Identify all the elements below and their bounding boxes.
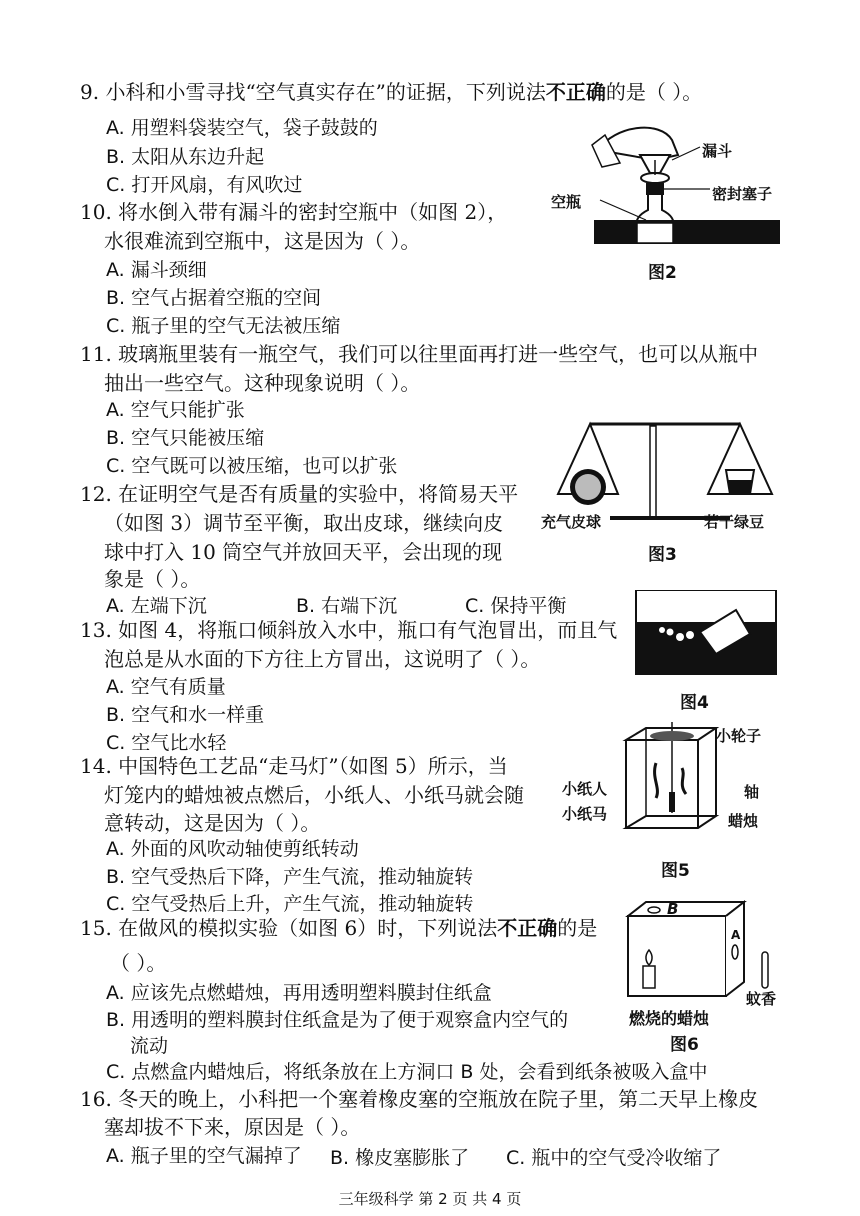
q12-stem-line2: （如图 3）调节至平衡，取出皮球，继续向皮 bbox=[104, 511, 504, 535]
q15-option-b-line2: 流动 bbox=[130, 1035, 169, 1057]
q15-stem bbox=[80, 914, 597, 942]
q16-stem-line2: 塞却拔不下来，原因是（ ）。 bbox=[104, 1115, 361, 1139]
q15-option-c: C. 点燃盒内蜡烛后，将纸条放在上方洞口 B 处，会看到纸条被吸入盒中 bbox=[106, 1061, 708, 1083]
q15-text: 15. 在做风的模拟实验（如图 6）时，下列说法 bbox=[80, 916, 498, 940]
q12-stem-line1: 12. 在证明空气是否有质量的实验中，将简易天平 bbox=[80, 482, 519, 506]
q15-stem-line2: （ ）。 bbox=[110, 951, 167, 975]
q15-text-end: 的是 bbox=[557, 916, 598, 940]
q10-option-c: C. 瓶子里的空气无法被压缩 bbox=[106, 315, 341, 337]
figure-3-caption: 图3 bbox=[648, 545, 677, 565]
figure-4-bottle-in-water bbox=[632, 590, 782, 680]
q13-stem-line2: 泡总是从水面的下方往上方冒出，这说明了（ ）。 bbox=[104, 647, 541, 671]
figure-2-label-funnel: 漏斗 bbox=[702, 142, 733, 160]
figure-2-label-stopper: 密封塞子 bbox=[712, 185, 773, 203]
q9-stem bbox=[80, 78, 702, 106]
q14-stem-line1: 14. 中国特色工艺品“走马灯”（如图 5）所示，当 bbox=[80, 754, 508, 778]
q13-option-a: A. 空气有质量 bbox=[106, 676, 226, 698]
q14-option-c: C. 空气受热后上升，产生气流，推动轴旋转 bbox=[106, 893, 474, 915]
q15-emphasis: 不正确 bbox=[497, 916, 558, 940]
q12-option-b: B. 右端下沉 bbox=[296, 595, 398, 617]
q9-text-end: 的是（ ）。 bbox=[605, 80, 703, 104]
figure-5-label-person: 小纸人 bbox=[562, 780, 608, 798]
figure-5-caption: 图5 bbox=[661, 861, 690, 881]
q11-stem-line1: 11. 玻璃瓶里装有一瓶空气，我们可以往里面再打进一些空气，也可以从瓶中 bbox=[80, 342, 759, 366]
figure-3-label-ball: 充气皮球 bbox=[541, 513, 602, 531]
figure-2-caption: 图2 bbox=[648, 263, 677, 283]
figure-3-label-beans: 若干绿豆 bbox=[704, 513, 765, 531]
figure-6-caption: 图6 bbox=[670, 1035, 699, 1055]
q10-option-a: A. 漏斗颈细 bbox=[106, 259, 207, 281]
figure-2-label-bottle: 空瓶 bbox=[551, 193, 582, 211]
q11-option-b: B. 空气只能被压缩 bbox=[106, 427, 265, 449]
q11-option-a: A. 空气只能扩张 bbox=[106, 399, 245, 421]
q14-option-a: A. 外面的风吹动轴使剪纸转动 bbox=[106, 838, 359, 860]
q13-option-c: C. 空气比水轻 bbox=[106, 732, 227, 754]
figure-5-label-candle: 蜡烛 bbox=[728, 812, 759, 830]
figure-5-label-horse: 小纸马 bbox=[562, 805, 608, 823]
q10-stem-line2: 水很难流到空瓶中，这是因为（ ）。 bbox=[104, 229, 421, 253]
q16-option-b: B. 橡皮塞膨胀了 bbox=[330, 1147, 470, 1169]
q9-option-b: B. 太阳从东边升起 bbox=[106, 146, 265, 168]
q12-stem-line4: 象是（ ）。 bbox=[104, 567, 201, 591]
q13-option-b: B. 空气和水一样重 bbox=[106, 704, 265, 726]
q12-option-a: A. 左端下沉 bbox=[106, 595, 207, 617]
q13-stem-line1: 13. 如图 4，将瓶口倾斜放入水中，瓶口有气泡冒出，而且气 bbox=[80, 618, 618, 642]
figure-6-label-mosquito-coil: 蚊香 bbox=[746, 990, 777, 1008]
q11-stem-line2: 抽出一些空气。这种现象说明（ ）。 bbox=[104, 371, 421, 395]
figure-5-lantern bbox=[616, 718, 726, 848]
figure-5-label-axis: 轴 bbox=[744, 783, 760, 801]
q16-option-c: C. 瓶中的空气受冷收缩了 bbox=[506, 1147, 722, 1169]
q9-option-c: C. 打开风扇，有风吹过 bbox=[106, 174, 303, 196]
q14-stem-line3: 意转动，这是因为（ ）。 bbox=[104, 811, 321, 835]
figure-6-label-burning-candle: 燃烧的蜡烛 bbox=[629, 1009, 710, 1028]
q9-emphasis: 不正确 bbox=[545, 80, 606, 104]
q15-option-a: A. 应该先点燃蜡烛，再用透明塑料膜封住纸盒 bbox=[106, 982, 492, 1004]
q9-option-a: A. 用塑料袋装空气，袋子鼓鼓的 bbox=[106, 117, 378, 139]
q11-option-c: C. 空气既可以被压缩，也可以扩张 bbox=[106, 455, 398, 477]
q10-option-b: B. 空气占据着空瓶的空间 bbox=[106, 287, 322, 309]
figure-6-label-hole-a: A bbox=[731, 928, 741, 942]
q12-option-c: C. 保持平衡 bbox=[465, 595, 567, 617]
q16-stem-line1: 16. 冬天的晚上，小科把一个塞着橡皮塞的空瓶放在院子里，第二天早上橡皮 bbox=[80, 1087, 759, 1111]
figure-4-caption: 图4 bbox=[680, 693, 709, 713]
q10-stem-line1: 10. 将水倒入带有漏斗的密封空瓶中（如图 2）， bbox=[80, 200, 508, 224]
q16-option-a: A. 瓶子里的空气漏掉了 bbox=[106, 1145, 302, 1167]
page-footer: 三年级科学 第 2 页 共 4 页 bbox=[338, 1190, 522, 1208]
q14-option-b: B. 空气受热后下降，产生气流，推动轴旋转 bbox=[106, 866, 474, 888]
figure-5-label-wheel: 小轮子 bbox=[716, 727, 762, 745]
q15-option-b-line1: B. 用透明的塑料膜封住纸盒是为了便于观察盒内空气的 bbox=[106, 1009, 569, 1031]
q9-text: 9. 小科和小雪寻找“空气真实存在”的证据，下列说法 bbox=[80, 80, 546, 104]
figure-6-label-hole-b: B bbox=[667, 900, 679, 918]
q12-stem-line3: 球中打入 10 筒空气并放回天平，会出现的现 bbox=[104, 540, 503, 564]
q14-stem-line2: 灯笼内的蜡烛被点燃后，小纸人、小纸马就会随 bbox=[104, 783, 524, 807]
